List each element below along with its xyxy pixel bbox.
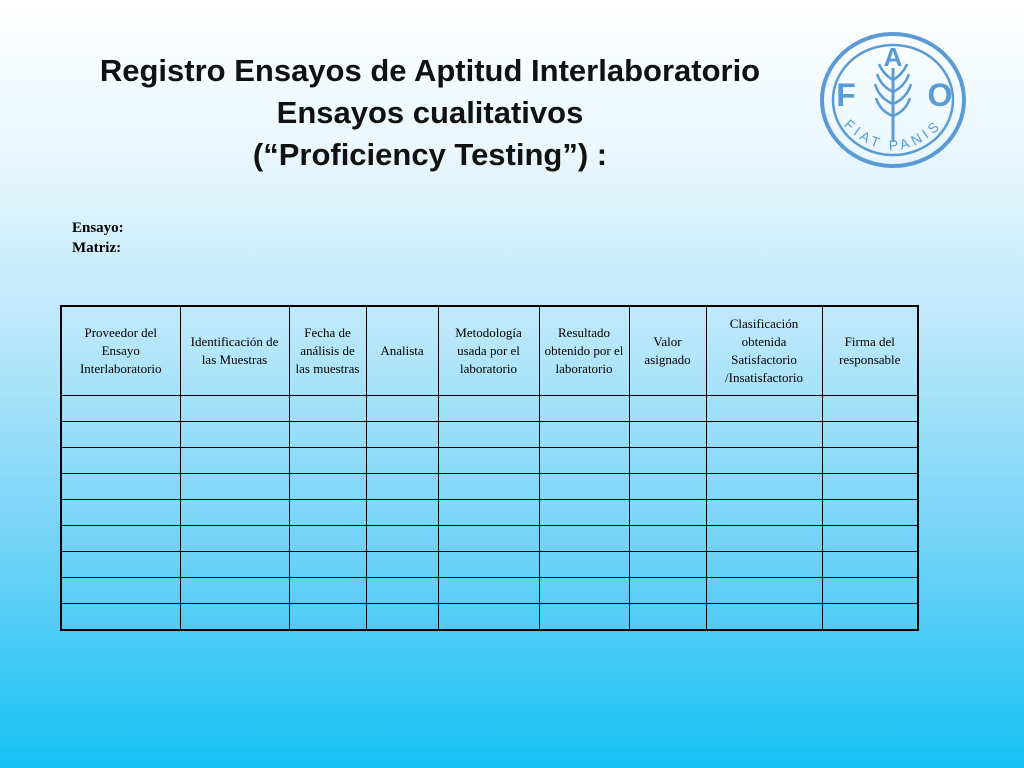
table-cell[interactable] bbox=[180, 526, 289, 552]
table-cell[interactable] bbox=[438, 448, 539, 474]
table-row bbox=[61, 552, 918, 578]
table-cell[interactable] bbox=[822, 422, 918, 448]
table-cell[interactable] bbox=[629, 500, 706, 526]
table-cell[interactable] bbox=[180, 500, 289, 526]
table-cell[interactable] bbox=[61, 552, 180, 578]
header-clasificacion: Clasificación obtenida Satisfactorio /Insatisfactorio bbox=[706, 306, 822, 396]
table-cell[interactable] bbox=[289, 422, 366, 448]
table-cell[interactable] bbox=[629, 448, 706, 474]
table-cell[interactable] bbox=[366, 396, 438, 422]
table-cell[interactable] bbox=[180, 448, 289, 474]
table-cell[interactable] bbox=[706, 396, 822, 422]
title-line-2: Ensayos cualitativos bbox=[276, 95, 584, 130]
header-analista: Analista bbox=[366, 306, 438, 396]
table-cell[interactable] bbox=[822, 474, 918, 500]
table-cell[interactable] bbox=[438, 422, 539, 448]
table-cell[interactable] bbox=[539, 500, 629, 526]
table-cell[interactable] bbox=[289, 578, 366, 604]
table-cell[interactable] bbox=[366, 448, 438, 474]
table-cell[interactable] bbox=[438, 552, 539, 578]
table-cell[interactable] bbox=[706, 604, 822, 631]
table-row bbox=[61, 396, 918, 422]
table-cell[interactable] bbox=[180, 578, 289, 604]
table-cell[interactable] bbox=[822, 578, 918, 604]
table-cell[interactable] bbox=[706, 474, 822, 500]
page-title bbox=[40, 50, 820, 176]
table-cell[interactable] bbox=[438, 526, 539, 552]
table-cell[interactable] bbox=[822, 526, 918, 552]
table-cell[interactable] bbox=[289, 396, 366, 422]
table-cell[interactable] bbox=[180, 604, 289, 631]
header-proveedor: Proveedor del Ensayo Interlaboratorio bbox=[61, 306, 180, 396]
table-cell[interactable] bbox=[366, 526, 438, 552]
table-cell[interactable] bbox=[822, 500, 918, 526]
table-cell[interactable] bbox=[629, 526, 706, 552]
fao-logo bbox=[818, 30, 968, 170]
header-fecha: Fecha de análisis de las muestras bbox=[289, 306, 366, 396]
table-cell[interactable] bbox=[539, 474, 629, 500]
table-cell[interactable] bbox=[629, 396, 706, 422]
header-valor: Valor asignado bbox=[629, 306, 706, 396]
table-cell[interactable] bbox=[61, 526, 180, 552]
table-row bbox=[61, 526, 918, 552]
table-cell[interactable] bbox=[629, 552, 706, 578]
table-cell[interactable] bbox=[629, 474, 706, 500]
table-cell[interactable] bbox=[822, 396, 918, 422]
table-row bbox=[61, 448, 918, 474]
table-row bbox=[61, 578, 918, 604]
table-cell[interactable] bbox=[180, 552, 289, 578]
table-cell[interactable] bbox=[289, 474, 366, 500]
title-line-3: (“Proficiency Testing”) : bbox=[252, 137, 608, 172]
table-cell[interactable] bbox=[438, 474, 539, 500]
table-cell[interactable] bbox=[61, 604, 180, 631]
table-cell[interactable] bbox=[822, 448, 918, 474]
table-cell[interactable] bbox=[706, 526, 822, 552]
table-cell[interactable] bbox=[539, 448, 629, 474]
table-cell[interactable] bbox=[438, 500, 539, 526]
table-cell[interactable] bbox=[438, 396, 539, 422]
table-cell[interactable] bbox=[289, 526, 366, 552]
table-cell[interactable] bbox=[438, 578, 539, 604]
table-cell[interactable] bbox=[706, 578, 822, 604]
table-cell[interactable] bbox=[366, 552, 438, 578]
test-info bbox=[72, 218, 124, 258]
table-row bbox=[61, 604, 918, 631]
table-cell[interactable] bbox=[539, 578, 629, 604]
matriz-label: Matriz: bbox=[72, 240, 122, 256]
header-identificacion: Identificación de las Muestras bbox=[180, 306, 289, 396]
table-cell[interactable] bbox=[366, 474, 438, 500]
table-cell[interactable] bbox=[61, 396, 180, 422]
table-cell[interactable] bbox=[629, 422, 706, 448]
table-cell[interactable] bbox=[289, 552, 366, 578]
header-resultado: Resultado obtenido por el laboratorio bbox=[539, 306, 629, 396]
table-row bbox=[61, 500, 918, 526]
table-row bbox=[61, 422, 918, 448]
table-cell[interactable] bbox=[822, 604, 918, 631]
table-cell[interactable] bbox=[438, 604, 539, 631]
logo-letter-a: A bbox=[883, 42, 903, 72]
table-cell[interactable] bbox=[629, 578, 706, 604]
table-cell[interactable] bbox=[289, 604, 366, 631]
table-cell[interactable] bbox=[706, 448, 822, 474]
table-cell[interactable] bbox=[289, 448, 366, 474]
logo-letter-o: O bbox=[927, 77, 953, 113]
table-cell[interactable] bbox=[706, 552, 822, 578]
table-cell[interactable] bbox=[366, 578, 438, 604]
proficiency-testing-table bbox=[60, 305, 919, 631]
table-cell[interactable] bbox=[61, 422, 180, 448]
table-cell[interactable] bbox=[822, 552, 918, 578]
table-cell[interactable] bbox=[539, 552, 629, 578]
table-cell[interactable] bbox=[61, 474, 180, 500]
table-cell[interactable] bbox=[180, 396, 289, 422]
table-cell[interactable] bbox=[539, 422, 629, 448]
table-cell[interactable] bbox=[61, 500, 180, 526]
table-cell[interactable] bbox=[289, 500, 366, 526]
header-firma: Firma del responsable bbox=[822, 306, 918, 396]
table-cell[interactable] bbox=[366, 422, 438, 448]
header-metodologia: Metodología usada por el laboratorio bbox=[438, 306, 539, 396]
table-row bbox=[61, 474, 918, 500]
table-cell[interactable] bbox=[61, 578, 180, 604]
table-cell[interactable] bbox=[539, 396, 629, 422]
title-line-1: Registro Ensayos de Aptitud Interlaboratorio bbox=[99, 53, 761, 88]
table-cell[interactable] bbox=[706, 422, 822, 448]
table-cell[interactable] bbox=[539, 604, 629, 631]
table-header-row bbox=[61, 306, 918, 396]
table-cell[interactable] bbox=[61, 448, 180, 474]
table-cell[interactable] bbox=[706, 500, 822, 526]
table-cell[interactable] bbox=[366, 604, 438, 631]
logo-motto: FIAT PANIS bbox=[841, 115, 945, 154]
table-cell[interactable] bbox=[366, 500, 438, 526]
table-cell[interactable] bbox=[539, 526, 629, 552]
table-body bbox=[61, 396, 918, 631]
ensayo-label: Ensayo: bbox=[72, 220, 124, 236]
table-cell[interactable] bbox=[180, 422, 289, 448]
table-cell[interactable] bbox=[180, 474, 289, 500]
table-cell[interactable] bbox=[629, 604, 706, 631]
logo-letter-f: F bbox=[836, 77, 856, 113]
